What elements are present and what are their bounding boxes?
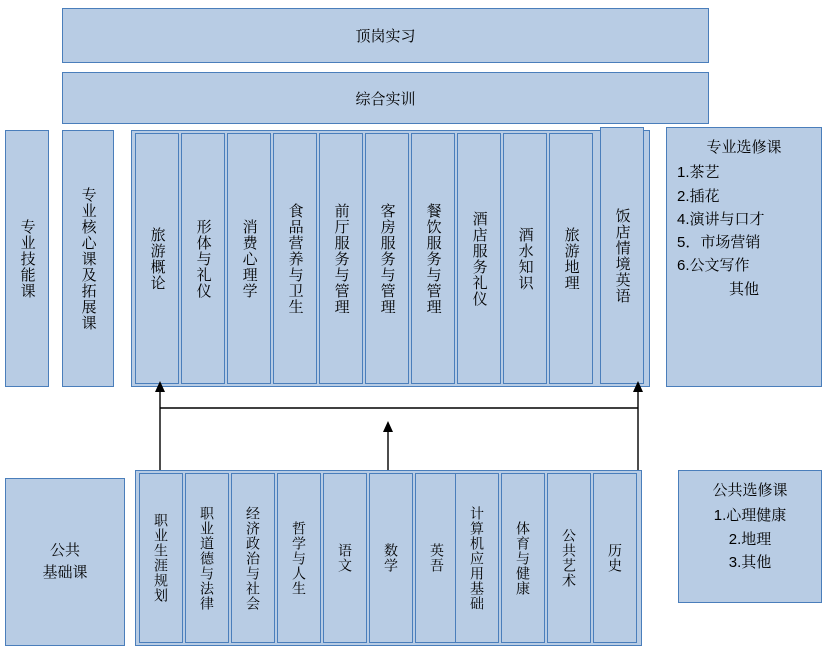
base-course-3	[277, 473, 321, 643]
category-core-courses	[62, 130, 114, 387]
core-course-1	[181, 133, 225, 384]
category-public-base-line2: 基础课	[42, 564, 88, 581]
base-course-4	[323, 473, 367, 643]
base-course-10	[593, 473, 637, 643]
core-course-7	[457, 133, 501, 384]
core-course-3-label: 食品营养与卫生	[286, 202, 304, 315]
top-bar-internship	[62, 8, 709, 63]
base-course-5	[369, 473, 413, 643]
major-elective-item-3: 5．市场营销	[677, 234, 761, 251]
base-course-5-label: 数学	[383, 543, 400, 573]
major-elective-content	[667, 128, 821, 301]
core-course-5-label: 客房服务与管理	[378, 202, 396, 315]
base-course-10-label: 历史	[607, 543, 624, 573]
major-elective-item-2: 4.演讲与口才	[677, 210, 765, 228]
core-course-9	[549, 133, 593, 384]
base-course-9	[547, 473, 591, 643]
public-elective-item-1: 2.地理	[728, 530, 772, 548]
category-skill-courses	[5, 130, 49, 387]
core-course-5	[365, 133, 409, 384]
base-course-4-label: 语文	[337, 543, 354, 573]
core-course-10-label: 饭店情境英语	[613, 207, 631, 304]
category-core-courses-label: 专业核心课及拓展课	[79, 186, 97, 331]
core-course-8	[503, 133, 547, 384]
core-course-4-label: 前厅服务与管理	[332, 202, 350, 315]
top-bar-internship-label: 顶岗实习	[355, 28, 416, 45]
core-course-2-label: 消费心理学	[240, 218, 258, 299]
category-skill-courses-label: 专业技能课	[18, 218, 36, 299]
base-course-0-label: 职业生涯规划	[153, 513, 170, 603]
public-elective-item-0: 1.心理健康	[713, 507, 787, 525]
base-course-0	[139, 473, 183, 643]
major-elective-item-1: 2.插花	[677, 187, 720, 205]
public-elective-item-2: 3.其他	[728, 553, 772, 571]
core-course-8-label: 酒水知识	[516, 226, 534, 291]
core-course-4	[319, 133, 363, 384]
category-public-base-label	[6, 479, 124, 645]
base-course-1-label: 职业道德与法律	[199, 505, 216, 611]
base-course-8-label: 体育与健康	[515, 520, 532, 596]
base-course-6	[415, 473, 459, 643]
core-course-1-label: 形体与礼仪	[194, 218, 212, 299]
base-course-1	[185, 473, 229, 643]
major-elective-item-5: 其他	[728, 280, 759, 298]
core-course-3	[273, 133, 317, 384]
category-public-base-line1: 公共	[49, 541, 80, 559]
core-course-7-label: 酒店服务礼仪	[470, 210, 488, 307]
category-public-base	[5, 478, 125, 646]
core-course-2	[227, 133, 271, 384]
major-elective-title: 专业选修课	[706, 139, 782, 156]
base-course-9-label: 公共艺术	[561, 528, 578, 588]
core-course-0-label: 旅游概论	[148, 226, 166, 291]
core-course-9-label: 旅游地理	[562, 226, 580, 291]
base-course-6-label: 英吾	[429, 543, 446, 573]
base-course-2-label: 经济政治与社会	[245, 505, 262, 611]
base-course-8	[501, 473, 545, 643]
major-elective-item-0: 1.茶艺	[677, 164, 720, 182]
core-course-10	[600, 127, 644, 384]
public-elective-box	[678, 470, 822, 603]
base-course-2	[231, 473, 275, 643]
major-elective-box	[666, 127, 822, 387]
top-bar-comprehensive-training	[62, 72, 709, 124]
core-course-6-label: 餐饮服务与管理	[424, 202, 442, 315]
public-elective-title: 公共选修课	[712, 482, 788, 499]
core-course-6	[411, 133, 455, 384]
core-course-0	[135, 133, 179, 384]
base-course-3-label: 哲学与人生	[291, 520, 308, 596]
top-bar-comprehensive-training-label: 综合实训	[355, 90, 416, 108]
major-elective-item-4: 6.公文写作	[677, 257, 750, 275]
base-course-7-label: 计算机应用基础	[469, 505, 486, 611]
base-course-7	[455, 473, 499, 643]
public-elective-content	[679, 471, 821, 574]
